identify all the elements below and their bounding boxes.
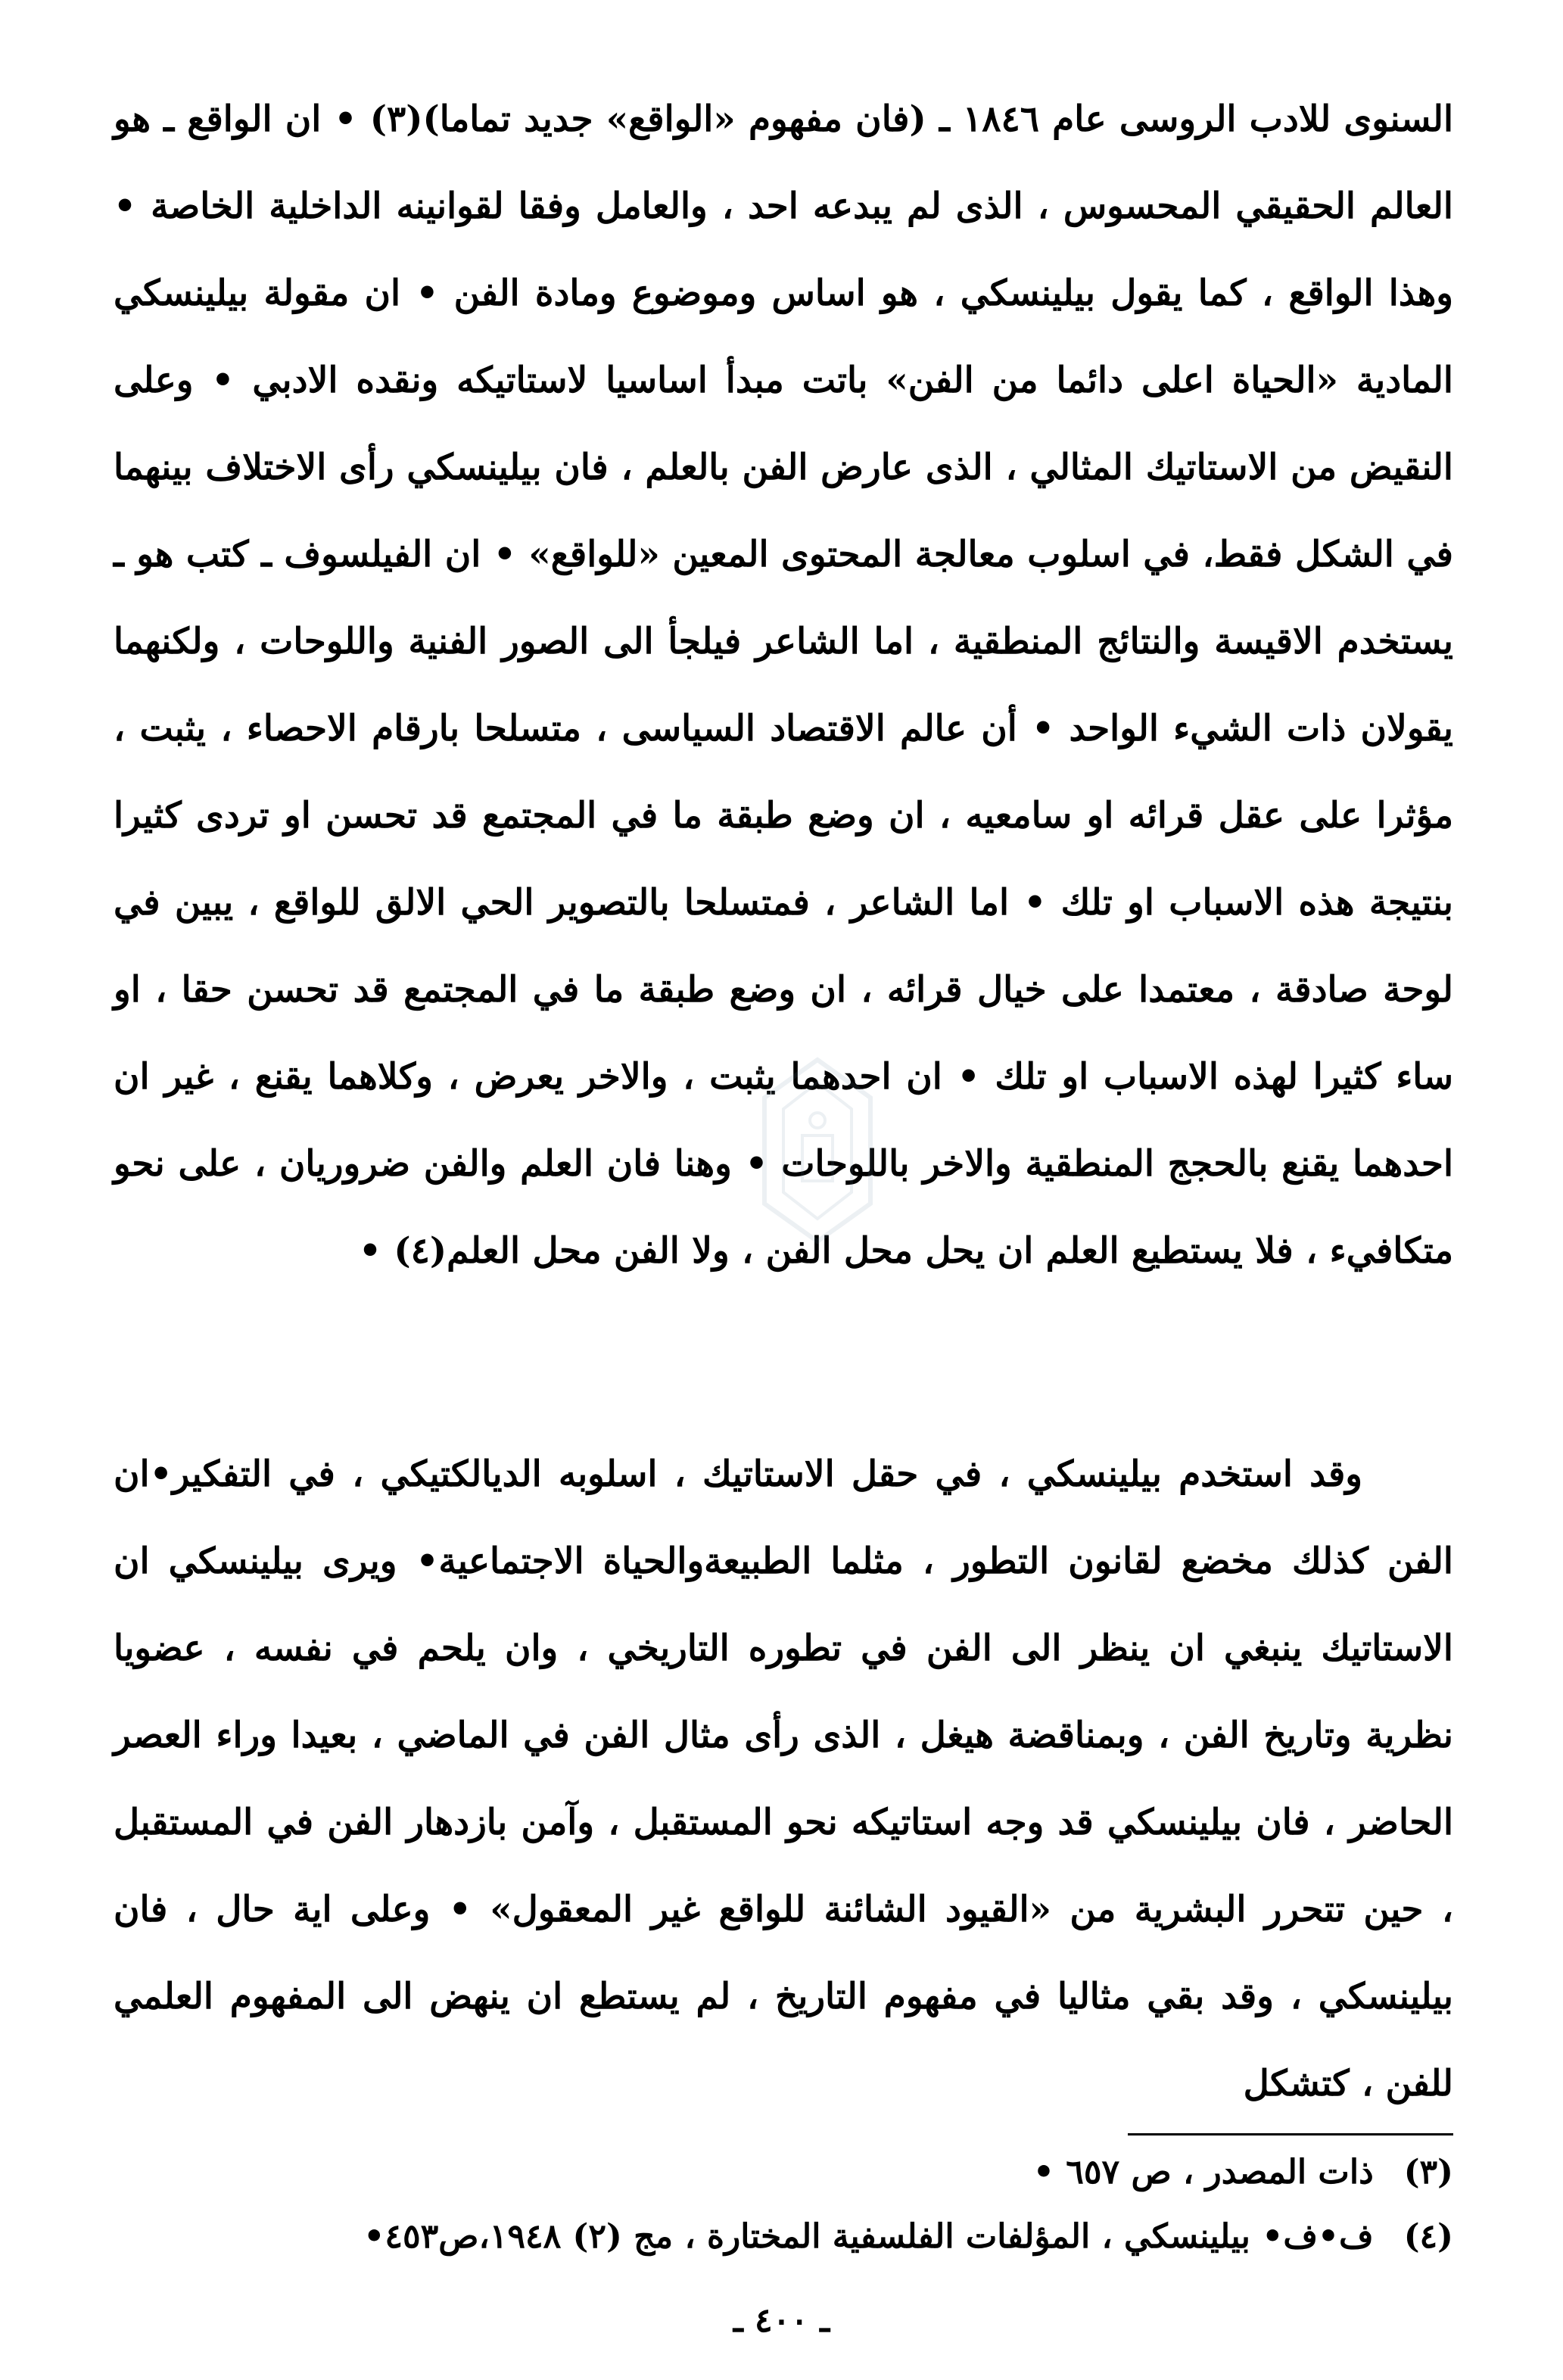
page-number: ـ ٤٠٠ ـ xyxy=(733,2301,830,2340)
footnote-3 xyxy=(114,2150,1453,2195)
footnote-4-text: ف•ف• بيلينسكي ، المؤلفات الفلسفية المختارة ، مج (٢) ١٩٤٨،ص٤٥٣• xyxy=(363,2217,1374,2256)
footnote-separator xyxy=(1128,2133,1453,2135)
footnote-4 xyxy=(114,2214,1453,2260)
footnote-4-number: (٤) xyxy=(1403,2217,1453,2256)
footnote-3-text: ذات المصدر ، ص ٦٥٧ • xyxy=(1032,2153,1374,2192)
footnote-3-number: (٣) xyxy=(1403,2153,1453,2192)
library-seal-icon xyxy=(742,1052,893,1249)
body-paragraph-1: السنوى للادب الروسى عام ١٨٤٦ ـ (فان مفهوم «الواقع» جديد تماما)(٣) • ان الواقع ـ هو العالم الحقيقي المحسوس ، الذى لم يبدعه احد ، والعامل وفقا لقوانينه الداخلية الخاصة • وهذا الواقع ، كما يقول بيلينسكي ، هو اساس وموضوع ومادة الفن • ان مقولة بيلينسكي المادية «الحياة اعلى دائما من الفن» باتت مبدأ اساسيا لاستاتيكه ونقده الادبي • وعلى النقيض من الاستاتيك المثالي ، الذى عارض الفن بالعلم ، فان بيلينسكي رأى الاختلاف بينهما في الشكل فقط، في اسلوب معالجة المحتوى المعين «للواقع» • ان الفيلسوف ـ كتب هو ـ يستخدم الاقيسة والنتائج المنطقية ، اما الشاعر فيلجأ الى الصور الفنية واللوحات ، ولكنهما يقولان ذات الشيء الواحد • أن عالم الاقتصاد السياسى ، متسلحا بارقام الاحصاء ، يثبت ، مؤثرا على عقل قرائه او سامعيه ، ان وضع طبقة ما في المجتمع قد تحسن او تردى كثيرا بنتيجة هذه الاسباب او تلك • اما الشاعر ، فمتسلحا بالتصوير الحي الالق للواقع ، يبين في لوحة صادقة ، معتمدا على خيال قرائه ، ان وضع طبقة ما في المجتمع قد تحسن حقا ، او ساء كثيرا لهذه الاسباب او تلك • ان احدهما يثبت ، والاخر يعرض ، وكلاهما يقنع ، غير ان احدهما يقنع بالحجج المنطقية والاخر باللوحات • وهنا فان العلم والفن ضروريان ، على نحو متكافيء ، فلا يستطيع العلم ان يحل محل الفن ، ولا الفن محل العلم(٤) • xyxy=(114,98,1454,1272)
body-paragraph-2: وقد استخدم بيلينسكي ، في حقل الاستاتيك ، اسلوبه الديالكتيكي ، في التفكير•ان الفن كذلك مخضع لقانون التطور ، مثلما الطبيعةوالحياة الاجتماعية• ويرى بيلينسكي ان الاستاتيك ينبغي ان ينظر الى الفن في تطوره التاريخي ، وان يلحم في نفسه ، عضويا نظرية وتاريخ الفن ، وبمناقضة هيغل ، الذى رأى مثال الفن في الماضي ، بعيدا وراء العصر الحاضر ، فان بيلينسكي قد وجه استاتيكه نحو المستقبل ، وآمن بازدهار الفن في المستقبل ، حين تتحرر البشرية من «القيود الشائنة للواقع غير المعقول» • وعلى اية حال ، فان بيلينسكي ، وقد بقي مثاليا في مفهوم التاريخ ، لم يستطع ان ينهض الى المفهوم العلمي للفن ، كتشكل xyxy=(114,1453,1453,2104)
